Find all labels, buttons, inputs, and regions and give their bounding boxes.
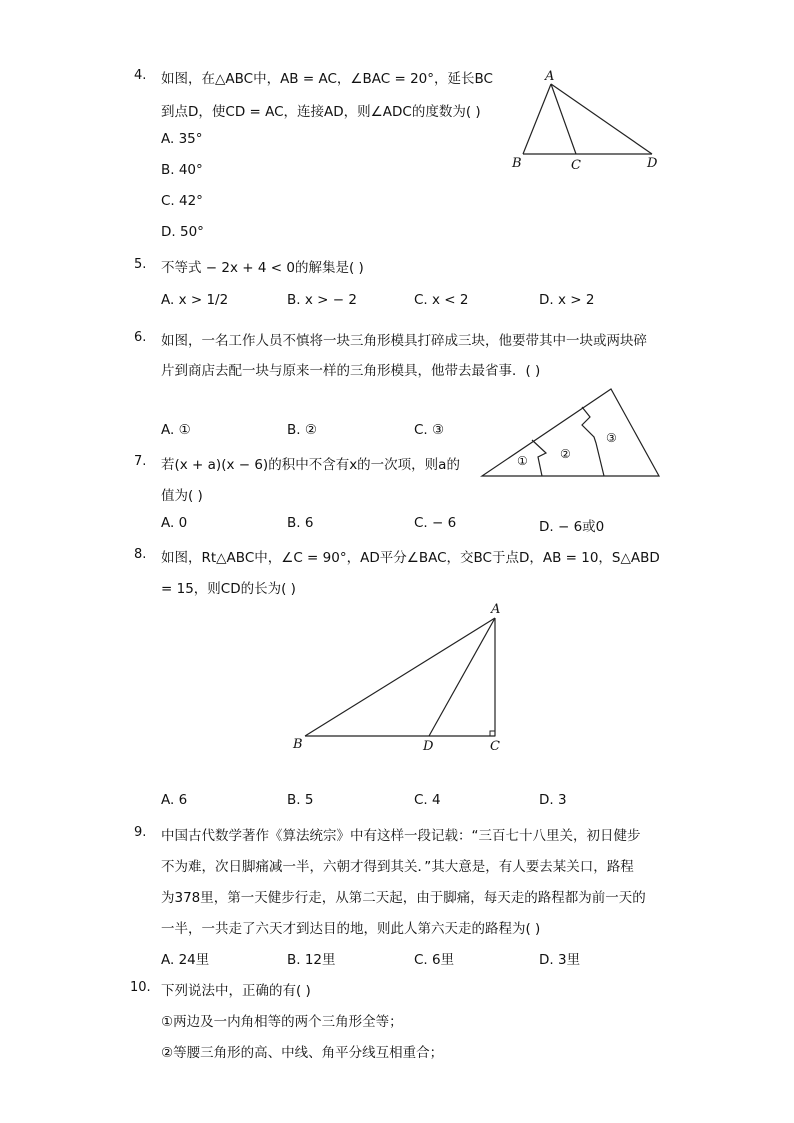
q4-option-a: A. 35° <box>161 131 203 147</box>
q5-stem: 不等式 − 2x + 4 < 0的解集是( ) <box>161 260 364 276</box>
q4-option-c: C. 42° <box>161 193 203 209</box>
q6-piece-2-label: ② <box>560 447 571 461</box>
q10-statement-1: ①两边及一内角相等的两个三角形全等； <box>161 1014 403 1030</box>
q6-number: 6. <box>134 330 147 345</box>
q4-label-a: A <box>545 69 555 84</box>
q6-stem-line2: 片到商店去配一块与原来一样的三角形模具，他带去最省事．( ) <box>161 363 541 379</box>
q8-option-d: D. 3 <box>539 792 567 808</box>
q8-option-c: C. 4 <box>414 792 441 808</box>
q7-option-c: C. − 6 <box>414 515 457 531</box>
q7-option-b: B. 6 <box>287 515 314 531</box>
q7-stem-line1: 若(x + a)(x − 6)的积中不含有x的一次项，则a的 <box>161 457 460 473</box>
q9-option-b: B. 12里 <box>287 952 336 968</box>
q6-piece-1-label: ① <box>517 454 528 468</box>
q5-option-a: A. x > 1/2 <box>161 292 229 308</box>
q8-stem-line2: = 15，则CD的长为( ) <box>161 581 296 597</box>
q10-statement-2: ②等腰三角形的高、中线、角平分线互相重合； <box>161 1045 444 1061</box>
q10-stem: 下列说法中，正确的有( ) <box>161 983 311 999</box>
q4-stem-line2: 到点D，使CD = AC，连接AD，则∠ADC的度数为( ) <box>161 104 481 120</box>
q6-broken-triangle-figure <box>478 385 663 480</box>
q4-stem-line1: 如图，在△ABC中，AB = AC，∠BAC = 20°，延长BC <box>161 71 493 87</box>
q9-stem-line4: 一半，一共走了六天才到达目的地，则此人第六天走的路程为( ) <box>161 921 541 937</box>
q9-option-c: C. 6里 <box>414 952 455 968</box>
q4-label-d: D <box>647 156 658 171</box>
q4-option-d: D. 50° <box>161 224 204 240</box>
q8-label-d: D <box>423 739 434 754</box>
q9-stem-line2: 不为难，次日脚痛减一半，六朝才得到其关．”其大意是，有人要去某关口，路程 <box>161 859 634 875</box>
q6-piece-3-label: ③ <box>606 431 617 445</box>
q4-label-b: B <box>512 156 522 171</box>
q6-option-b: B. ② <box>287 422 317 438</box>
q9-option-d: D. 3里 <box>539 952 581 968</box>
q10-number: 10. <box>130 980 151 995</box>
q8-label-c: C <box>490 739 500 754</box>
q7-stem-line2: 值为( ) <box>161 488 203 504</box>
q9-option-a: A. 24里 <box>161 952 210 968</box>
q6-stem-line1: 如图，一名工作人员不慎将一块三角形模具打碎成三块，他要带其中一块或两块碎 <box>161 333 647 349</box>
q9-stem-line1: 中国古代数学著作《算法统宗》中有这样一段记载：“三百七十八里关，初日健步 <box>161 828 641 844</box>
q8-right-triangle-figure <box>285 598 505 758</box>
q9-number: 9. <box>134 825 147 840</box>
q8-option-b: B. 5 <box>287 792 314 808</box>
q4-number: 4. <box>134 68 147 83</box>
q8-option-a: A. 6 <box>161 792 188 808</box>
q5-option-d: D. x > 2 <box>539 292 595 308</box>
q4-label-c: C <box>571 158 581 173</box>
q5-option-b: B. x > − 2 <box>287 292 357 308</box>
q5-number: 5. <box>134 257 147 272</box>
q7-option-d: D. − 6或0 <box>539 519 605 535</box>
q7-option-a: A. 0 <box>161 515 188 531</box>
q8-label-a: A <box>491 602 501 617</box>
q4-option-b: B. 40° <box>161 162 203 178</box>
q4-triangle-figure <box>505 65 670 175</box>
q9-stem-line3: 为378里，第一天健步行走，从第二天起，由于脚痛，每天走的路程都为前一天的 <box>161 890 646 906</box>
q6-option-c: C. ③ <box>414 422 445 438</box>
q8-stem-line1: 如图，Rt△ABC中，∠C = 90°，AD平分∠BAC，交BC于点D，AB = 10，S△ABD <box>161 550 660 566</box>
q8-label-b: B <box>293 737 303 752</box>
q5-option-c: C. x < 2 <box>414 292 469 308</box>
q7-number: 7. <box>134 454 147 469</box>
q6-option-a: A. ① <box>161 422 191 438</box>
q8-number: 8. <box>134 547 147 562</box>
